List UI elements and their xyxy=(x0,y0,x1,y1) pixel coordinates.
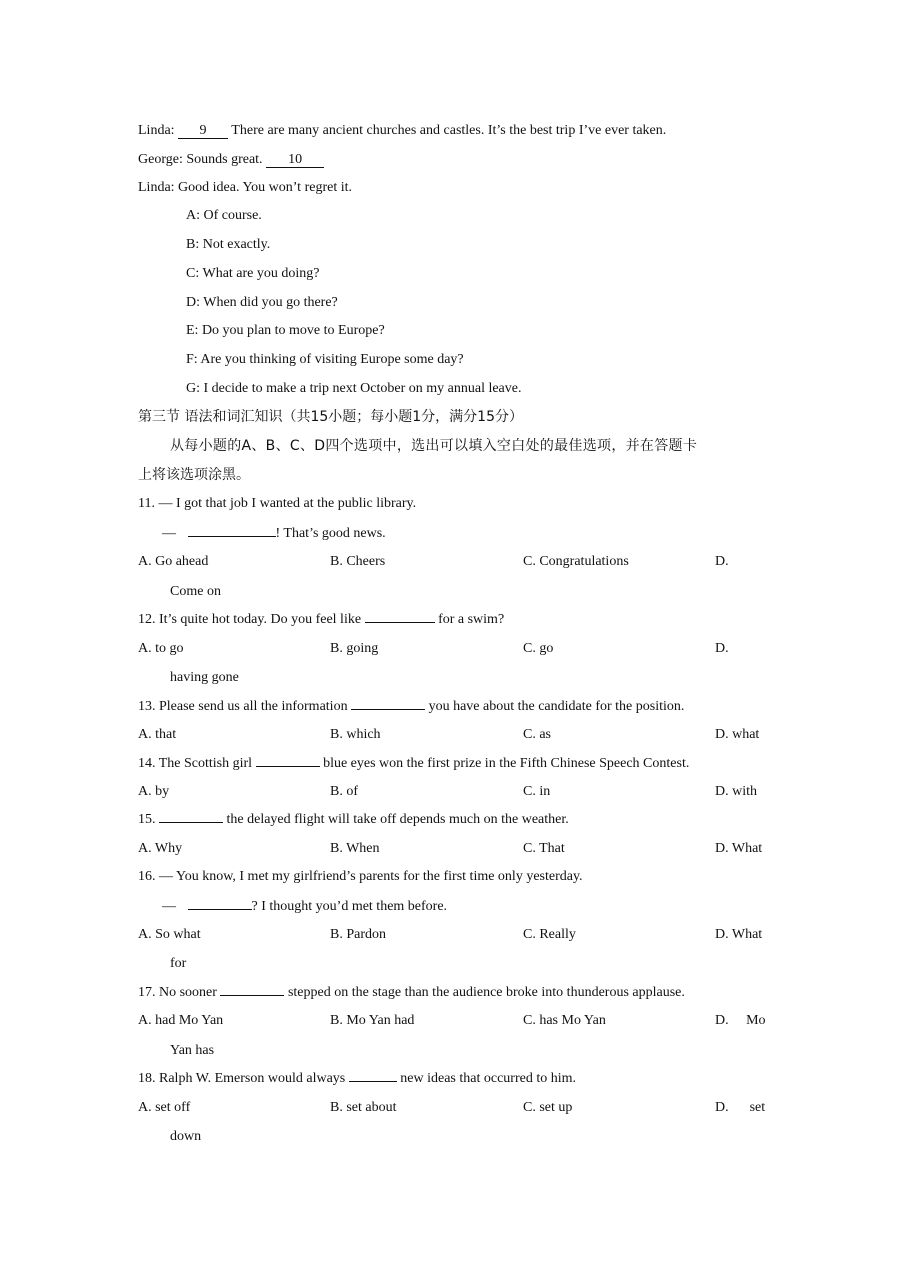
speaker: Linda: xyxy=(138,123,175,138)
dash: — xyxy=(162,899,176,914)
q16-response xyxy=(162,898,447,916)
section-title: 第三节 语法和词汇知识（共15小题；每小题1分，满分15分） xyxy=(138,409,523,425)
q13-option-c: C. as xyxy=(523,727,551,742)
q16-option-d: D. What xyxy=(715,927,763,942)
q12-option-d-text: having gone xyxy=(170,670,239,685)
q13-option-d: D. what xyxy=(715,727,760,742)
q14-pre: 14. The Scottish girl xyxy=(138,756,253,771)
dialogue-text: Good idea. You won’t regret it. xyxy=(178,180,352,195)
q14-stem xyxy=(138,755,689,773)
q17-option-c: C. has Mo Yan xyxy=(523,1013,606,1028)
q17-blank xyxy=(220,995,284,996)
dialogue-line-9 xyxy=(138,122,666,140)
q18-option-c: C. set up xyxy=(523,1100,573,1115)
option-e: E: Do you plan to move to Europe? xyxy=(186,323,385,338)
q14-post: blue eyes won the first prize in the Fifth Chinese Speech Contest. xyxy=(323,756,690,771)
answer-blank-9: 9 xyxy=(178,123,228,139)
option-a: A: Of course. xyxy=(186,208,262,223)
q14-blank xyxy=(256,766,320,767)
q12-post: for a swim? xyxy=(438,612,505,627)
q17-pre: 17. No sooner xyxy=(138,985,217,1000)
option-g: G: I decide to make a trip next October on my annual leave. xyxy=(186,381,522,396)
q14-option-a: A. by xyxy=(138,784,170,799)
q18-option-b: B. set about xyxy=(330,1100,397,1115)
q18-post: new ideas that occurred to him. xyxy=(400,1071,576,1086)
q11-option-c: C. Congratulations xyxy=(523,554,629,569)
q12-blank xyxy=(365,622,435,623)
q17-post: stepped on the stage than the audience broke into thunderous applause. xyxy=(287,985,685,1000)
speaker: George: xyxy=(138,152,183,167)
dialogue-text: There are many ancient churches and castles. It’s the best trip I’ve ever taken. xyxy=(231,123,667,138)
q18-pre: 18. Ralph W. Emerson would always xyxy=(138,1071,346,1086)
dialogue-line-end xyxy=(138,179,352,197)
dash: — xyxy=(162,526,176,541)
q16-stem: 16. — You know, I met my girlfriend’s parents for the first time only yesterday. xyxy=(138,869,583,884)
q17-option-d: D. Mo xyxy=(715,1013,766,1028)
q13-option-b: B. which xyxy=(330,727,381,742)
q11-blank xyxy=(188,536,276,537)
q16-blank xyxy=(188,909,252,910)
q11-after: ! That’s good news. xyxy=(275,526,386,541)
q16-after: ? I thought you’d met them before. xyxy=(251,899,448,914)
q18-option-d-text: down xyxy=(170,1129,202,1144)
q15-post: the delayed flight will take off depends much on the weather. xyxy=(226,812,569,827)
q15-blank xyxy=(159,822,223,823)
section-instructions-2: 上将该选项涂黑。 xyxy=(138,467,250,483)
q17-stem xyxy=(138,984,685,1002)
q14-option-c: C. in xyxy=(523,784,551,799)
q13-pre: 13. Please send us all the information xyxy=(138,699,348,714)
q12-option-d: D. xyxy=(715,641,729,656)
q15-option-d: D. What xyxy=(715,841,763,856)
q16-option-d-text: for xyxy=(170,956,187,971)
dialogue-line-10 xyxy=(138,151,324,169)
option-f: F: Are you thinking of visiting Europe some day? xyxy=(186,352,464,367)
q13-post: you have about the candidate for the position. xyxy=(428,699,685,714)
q15-stem xyxy=(138,811,569,829)
q17-option-b: B. Mo Yan had xyxy=(330,1013,415,1028)
q12-option-b: B. going xyxy=(330,641,379,656)
q14-option-d: D. with xyxy=(715,784,757,799)
option-c: C: What are you doing? xyxy=(186,266,320,281)
q13-stem xyxy=(138,698,684,716)
q15-option-c: C. That xyxy=(523,841,565,856)
q11-stem: 11. — I got that job I wanted at the public library. xyxy=(138,496,417,511)
q11-option-b: B. Cheers xyxy=(330,554,386,569)
q11-response xyxy=(162,525,386,543)
q16-option-a: A. So what xyxy=(138,927,201,942)
answer-blank-10: 10 xyxy=(266,152,324,168)
q16-option-b: B. Pardon xyxy=(330,927,386,942)
q18-blank xyxy=(349,1081,397,1082)
q18-option-d: D. set xyxy=(715,1100,766,1115)
q17-option-d-text: Yan has xyxy=(170,1043,215,1058)
q11-option-d: D. xyxy=(715,554,729,569)
q15-pre: 15. xyxy=(138,812,156,827)
q18-stem xyxy=(138,1070,576,1088)
q12-pre: 12. It’s quite hot today. Do you feel like xyxy=(138,612,362,627)
q13-option-a: A. that xyxy=(138,727,177,742)
q16-option-c: C. Really xyxy=(523,927,576,942)
q15-option-a: A. Why xyxy=(138,841,183,856)
q11-option-a: A. Go ahead xyxy=(138,554,209,569)
dialogue-text: Sounds great. xyxy=(186,152,263,167)
option-d: D: When did you go there? xyxy=(186,295,338,310)
q11-option-d-text: Come on xyxy=(170,584,221,599)
section-instructions-1: 从每小题的A、B、C、D四个选项中，选出可以填入空白处的最佳选项，并在答题卡 xyxy=(170,438,698,454)
speaker: Linda: xyxy=(138,180,175,195)
q13-blank xyxy=(351,709,425,710)
q15-option-b: B. When xyxy=(330,841,380,856)
q18-option-a: A. set off xyxy=(138,1100,191,1115)
q12-option-a: A. to go xyxy=(138,641,184,656)
q12-stem xyxy=(138,611,504,629)
option-b: B: Not exactly. xyxy=(186,237,271,252)
q12-option-c: C. go xyxy=(523,641,554,656)
q17-option-a: A. had Mo Yan xyxy=(138,1013,224,1028)
q14-option-b: B. of xyxy=(330,784,358,799)
